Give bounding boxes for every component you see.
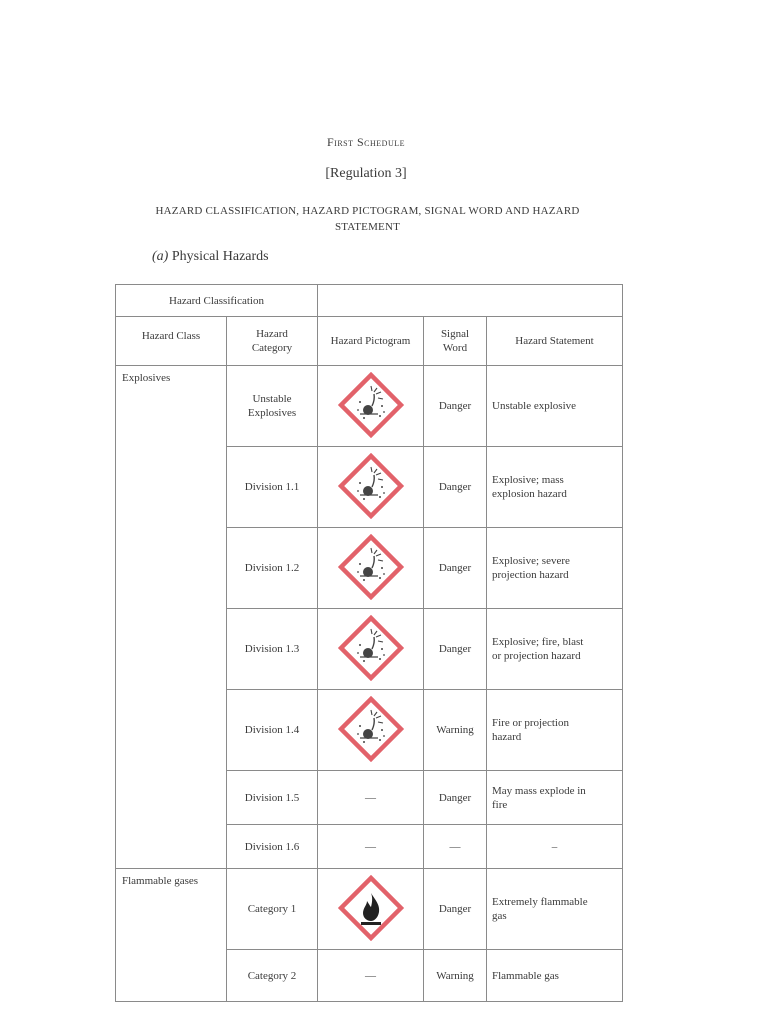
- signal-word-cell: Danger: [424, 528, 487, 609]
- category-cell: Category 1: [227, 869, 318, 950]
- category-line1: Unstable: [252, 393, 292, 405]
- statement-line2: hazard: [492, 731, 522, 743]
- pictogram-cell: —: [318, 825, 424, 869]
- exploding-bomb-icon: [338, 534, 404, 600]
- section-heading: [152, 249, 269, 265]
- category-cell: Division 1.2: [227, 528, 318, 609]
- category-cell: Division 1.5: [227, 771, 318, 825]
- signal-word-cell: Danger: [424, 869, 487, 950]
- signal-word-header-line1: Signal: [440, 328, 470, 340]
- category-cell: Category 2: [227, 950, 318, 1002]
- schedule-heading: First Schedule: [326, 135, 405, 149]
- hazard-class-explosives: Explosives: [116, 366, 227, 869]
- signal-word-header-line2: Word: [442, 342, 468, 354]
- statement-line2: fire: [492, 798, 508, 811]
- exploding-bomb-icon: [338, 696, 404, 762]
- hazard-statement-cell: [487, 528, 623, 609]
- hazard-class-header: Hazard Class: [116, 317, 227, 366]
- statement-line1: Explosive; mass: [492, 474, 564, 486]
- hazard-statement-cell: [487, 447, 623, 528]
- category-cell: Division 1.4: [227, 690, 318, 771]
- exploding-bomb-icon: [338, 615, 404, 681]
- pictogram-cell: [318, 690, 424, 771]
- signal-word-cell: Danger: [424, 609, 487, 690]
- title-line-1: HAZARD CLASSIFICATION, HAZARD PICTOGRAM, SIGNAL WORD AND HAZARD: [155, 205, 580, 217]
- hazard-category-header: [227, 317, 318, 366]
- hazard-class-flammable-gases: Flammable gases: [116, 869, 227, 1002]
- statement-line2: gas: [492, 910, 507, 922]
- statement-line2: or projection hazard: [492, 650, 581, 662]
- hazard-statement-cell: [487, 869, 623, 950]
- category-cell: Division 1.6: [227, 825, 318, 869]
- statement-line1: May mass explode in: [492, 784, 586, 797]
- statement-line1: Explosive; severe: [492, 555, 570, 567]
- exploding-bomb-icon: [338, 453, 404, 519]
- statement-line2: projection hazard: [492, 569, 569, 581]
- pictogram-cell: —: [318, 771, 424, 825]
- pictogram-cell: [318, 366, 424, 447]
- hazard-pictogram-header: Hazard Pictogram: [318, 317, 424, 366]
- hazard-category-header-line2: Category: [251, 342, 293, 354]
- section-label: (a): [152, 249, 169, 264]
- hazard-table: [115, 284, 623, 1002]
- hazard-statement-cell: –: [487, 825, 623, 869]
- section-text: Physical Hazards: [171, 249, 269, 264]
- pictogram-cell: [318, 447, 424, 528]
- exploding-bomb-icon: [338, 372, 404, 438]
- pictogram-cell: [318, 609, 424, 690]
- table-row: [116, 366, 623, 447]
- document-title: [125, 203, 610, 235]
- category-line2: Explosives: [247, 407, 297, 419]
- signal-word-cell: Warning: [424, 690, 487, 771]
- flame-icon: [338, 875, 404, 941]
- hazard-statement-cell: [487, 609, 623, 690]
- statement-line1: Explosive; fire, blast: [492, 636, 584, 648]
- statement-line2: explosion hazard: [492, 488, 567, 500]
- hazard-statement-cell: Flammable gas: [487, 950, 623, 1002]
- title-line-2: STATEMENT: [334, 221, 401, 233]
- statement-line1: Fire or projection: [492, 717, 569, 729]
- hazard-statement-header: Hazard Statement: [487, 317, 623, 366]
- signal-word-cell: —: [424, 825, 487, 869]
- statement-line1: Unstable explosive: [492, 400, 577, 412]
- statement-line1: Extremely flammable: [492, 896, 588, 908]
- pictogram-cell: [318, 528, 424, 609]
- group-header-row: [116, 285, 623, 317]
- category-cell: Division 1.1: [227, 447, 318, 528]
- hazard-classification-header: Hazard Classification: [116, 285, 318, 317]
- category-cell: [227, 366, 318, 447]
- hazard-statement-cell: [487, 771, 623, 825]
- signal-word-header: [424, 317, 487, 366]
- signal-word-cell: Danger: [424, 771, 487, 825]
- signal-word-cell: Warning: [424, 950, 487, 1002]
- hazard-category-header-line1: Hazard: [256, 328, 288, 340]
- signal-word-cell: Danger: [424, 366, 487, 447]
- group-header-blank: [318, 285, 623, 317]
- signal-word-cell: Danger: [424, 447, 487, 528]
- category-cell: Division 1.3: [227, 609, 318, 690]
- column-header-row: [116, 317, 623, 366]
- table-row: [116, 869, 623, 950]
- hazard-statement-cell: [487, 366, 623, 447]
- regulation-reference: [Regulation 3]: [325, 166, 407, 181]
- pictogram-cell: [318, 869, 424, 950]
- hazard-statement-cell: [487, 690, 623, 771]
- pictogram-cell: —: [318, 950, 424, 1002]
